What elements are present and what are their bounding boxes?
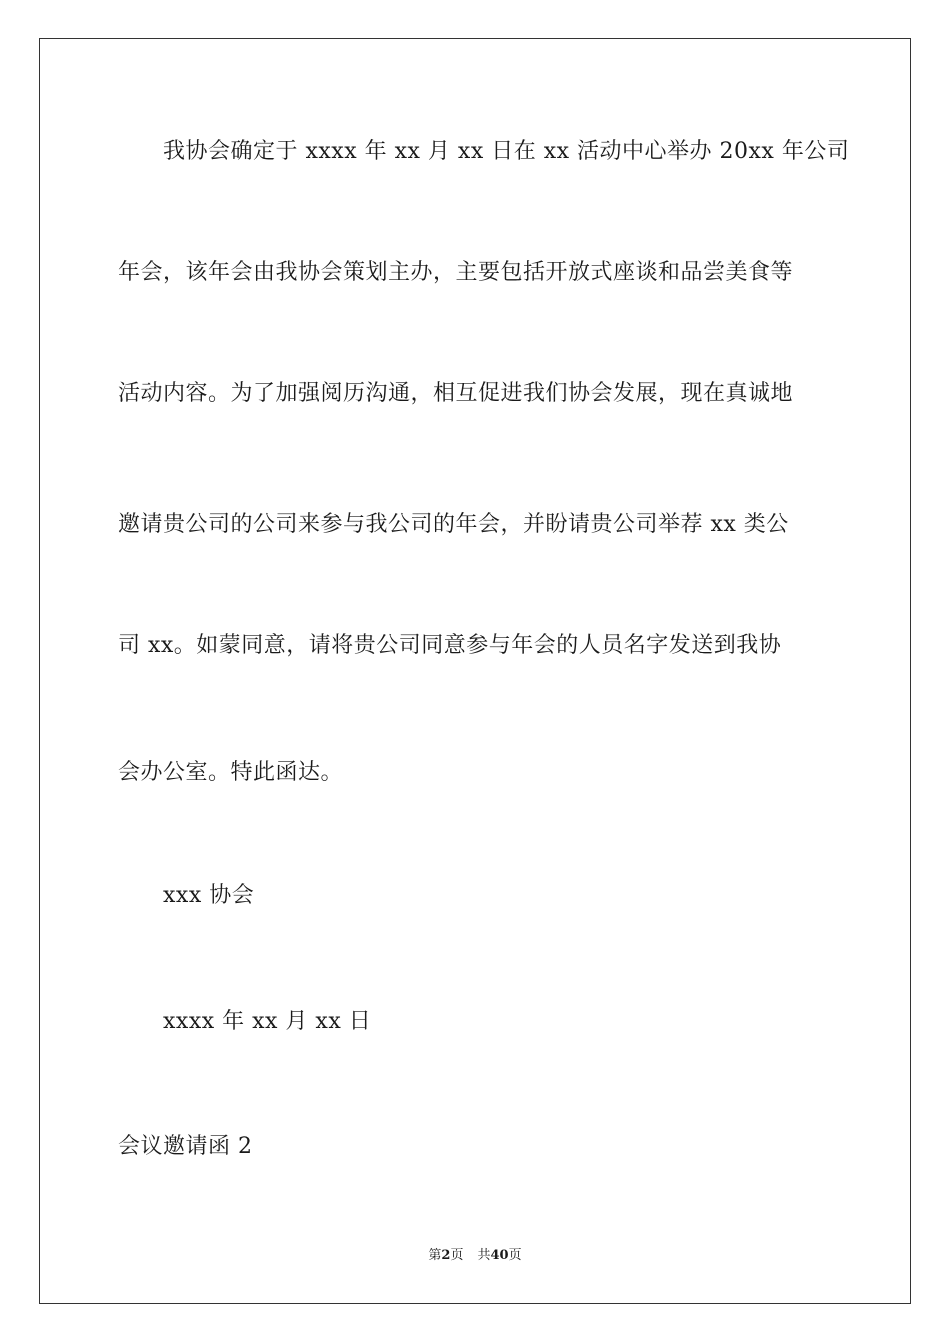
footer-total-suffix: 页 <box>508 1248 522 1263</box>
next-section-heading: 会议邀请函 2 <box>118 1134 253 1159</box>
paragraph-line-5: 司 xx。如蒙同意，请将贵公司同意参与年会的人员名字发送到我协 <box>118 633 782 658</box>
paragraph-line-3: 活动内容。为了加强阅历沟通，相互促进我们协会发展，现在真诚地 <box>118 381 794 406</box>
page-footer <box>0 1247 950 1265</box>
signature-organization: xxx 协会 <box>163 883 255 908</box>
paragraph-line-6: 会办公室。特此函达。 <box>118 760 344 785</box>
footer-page-prefix: 第 <box>428 1248 442 1263</box>
signature-date: xxxx 年 xx 月 xx 日 <box>163 1009 372 1034</box>
footer-total-pages: 40 <box>490 1248 509 1263</box>
footer-page-number: 2 <box>441 1248 451 1263</box>
footer-total-prefix: 共 <box>477 1248 491 1263</box>
page-border <box>39 38 911 1304</box>
footer-page-suffix: 页 <box>450 1248 464 1263</box>
paragraph-line-2: 年会，该年会由我协会策划主办，主要包括开放式座谈和品尝美食等 <box>118 260 794 285</box>
paragraph-line-1: 我协会确定于 xxxx 年 xx 月 xx 日在 xx 活动中心举办 20xx 年公司 <box>163 139 850 164</box>
paragraph-line-4: 邀请贵公司的公司来参与我公司的年会，并盼请贵公司举荐 xx 类公 <box>118 512 789 537</box>
